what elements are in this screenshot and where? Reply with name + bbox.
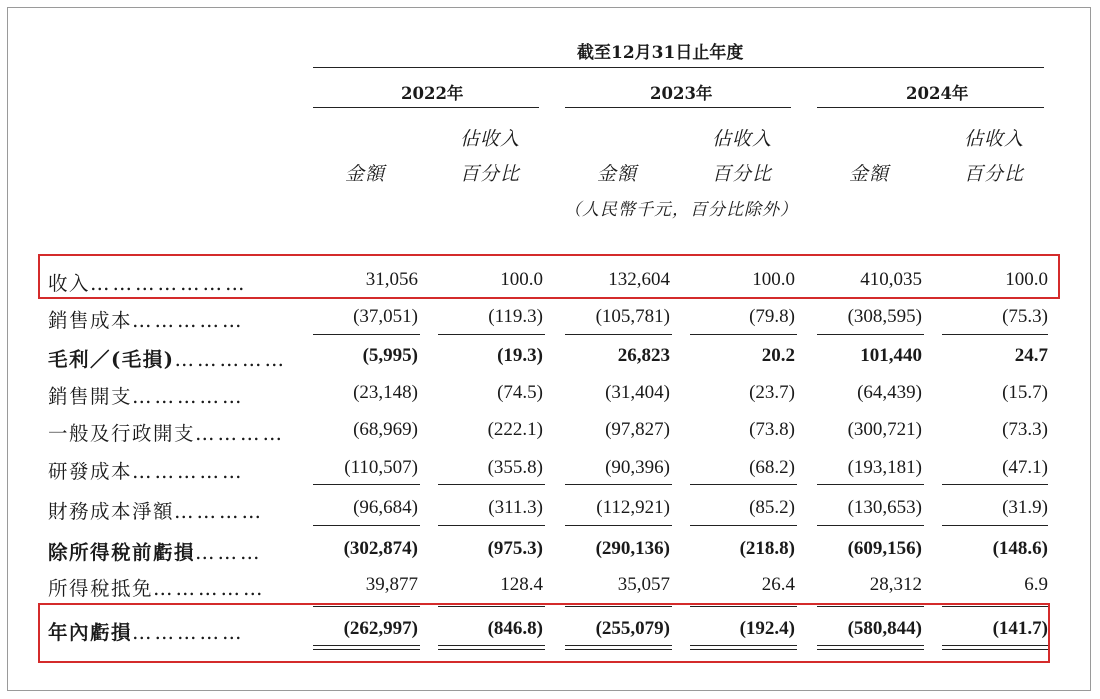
- cell-value: 410,035: [860, 269, 922, 290]
- column-rule: [438, 334, 545, 335]
- column-rule: [817, 484, 924, 485]
- pct-header-2022-line2: 百分比: [460, 163, 521, 185]
- cell-value: (110,507): [344, 457, 418, 478]
- cell-value: (141.7): [992, 618, 1048, 639]
- cell-value: (23.7): [749, 382, 795, 403]
- column-rule: [313, 334, 420, 335]
- year-2022: 2022年: [401, 84, 464, 103]
- cell-value: (68.2): [749, 457, 795, 478]
- cell-value: 6.9: [1024, 574, 1048, 595]
- cell-value: 31,056: [365, 269, 418, 290]
- cell-value: 28,312: [869, 574, 922, 595]
- cell-value: (355.8): [487, 457, 543, 478]
- row-label: [48, 418, 285, 446]
- pct-header-2023-line2: 百分比: [712, 163, 773, 185]
- cell-value: (308,595): [847, 306, 922, 327]
- cell-value: (193,181): [847, 457, 922, 478]
- amount-header-2023: 金額: [597, 163, 638, 185]
- row-label-text: 毛利／(毛損): [48, 348, 175, 371]
- cell-value: 20.2: [761, 345, 795, 366]
- cell-value: 100.0: [500, 269, 543, 290]
- column-rule: [817, 334, 924, 335]
- unit-note: （人民幣千元，百分比除外）: [564, 200, 798, 220]
- row-label-text: 年內虧損: [48, 621, 133, 644]
- cell-value: 132,604: [608, 269, 670, 290]
- cell-value: (23,148): [353, 382, 418, 403]
- cell-value: (262,997): [343, 618, 418, 639]
- row-leader-dots: …………: [174, 500, 265, 523]
- cell-value: (255,079): [595, 618, 670, 639]
- cell-value: (47.1): [1002, 457, 1048, 478]
- cell-value: (290,136): [595, 538, 670, 559]
- column-rule: [438, 525, 545, 526]
- highlight-revenue-box: [38, 254, 1060, 299]
- cell-value: 100.0: [752, 269, 795, 290]
- row-label: [48, 573, 266, 601]
- pct-header-2024-line1: 佔收入: [964, 128, 1025, 150]
- cell-value: (74.5): [497, 382, 543, 403]
- highlight-loss-box: [38, 603, 1050, 663]
- cell-value: (302,874): [343, 538, 418, 559]
- column-rule: [817, 525, 924, 526]
- year-underline-2022: [313, 107, 539, 108]
- cell-value: (192.4): [739, 618, 795, 639]
- row-label-text: 銷售開支: [48, 385, 133, 408]
- row-label-text: 所得稅抵免: [48, 577, 154, 600]
- row-leader-dots: …………………: [90, 272, 248, 295]
- column-rule: [942, 525, 1048, 526]
- column-rule: [565, 484, 672, 485]
- cell-value: (75.3): [1002, 306, 1048, 327]
- column-rule: [313, 484, 420, 485]
- cell-value: (580,844): [847, 618, 922, 639]
- cell-value: (112,921): [596, 497, 670, 518]
- row-leader-dots: ………: [195, 541, 263, 564]
- cell-value: (222.1): [487, 419, 543, 440]
- year-underline-2023: [565, 107, 791, 108]
- row-label-text: 研發成本: [48, 460, 133, 483]
- cell-value: 39,877: [365, 574, 418, 595]
- cell-value: 35,057: [617, 574, 670, 595]
- period-underline: [313, 67, 1044, 68]
- row-leader-dots: ……………: [153, 577, 266, 600]
- column-rule: [313, 525, 420, 526]
- cell-value: (97,827): [605, 419, 670, 440]
- row-label: [48, 381, 245, 409]
- column-rule: [942, 484, 1048, 485]
- amount-header-2022: 金額: [345, 163, 386, 185]
- column-rule: [690, 484, 797, 485]
- period-header: 截至12月31日止年度: [577, 43, 744, 63]
- column-rule: [690, 334, 797, 335]
- cell-value: (31.9): [1002, 497, 1048, 518]
- year-2023: 2023年: [650, 84, 713, 103]
- cell-value: (31,404): [605, 382, 670, 403]
- row-label-text: 收入: [48, 272, 91, 295]
- cell-value: (15.7): [1002, 382, 1048, 403]
- cell-value: 26,823: [617, 345, 670, 366]
- row-leader-dots: ……………: [132, 385, 245, 408]
- row-label-text: 銷售成本: [48, 309, 133, 332]
- cell-value: (73.3): [1002, 419, 1048, 440]
- row-label: [48, 496, 264, 524]
- cell-value: (119.3): [488, 306, 543, 327]
- row-leader-dots: …………: [195, 422, 286, 445]
- cell-value: (64,439): [857, 382, 922, 403]
- cell-value: (130,653): [847, 497, 922, 518]
- cell-value: (19.3): [497, 345, 543, 366]
- cell-value: 101,440: [860, 345, 922, 366]
- row-label: [48, 537, 263, 565]
- cell-value: (85.2): [749, 497, 795, 518]
- cell-value: 100.0: [1005, 269, 1048, 290]
- row-leader-dots: ……………: [132, 460, 245, 483]
- column-rule: [438, 484, 545, 485]
- row-label-text: 一般及行政開支: [48, 422, 196, 445]
- cell-value: (73.8): [749, 419, 795, 440]
- cell-value: (5,995): [362, 345, 418, 366]
- cell-value: (148.6): [992, 538, 1048, 559]
- row-label: [48, 344, 287, 372]
- cell-value: (68,969): [353, 419, 418, 440]
- row-label-text: 除所得稅前虧損: [48, 541, 196, 564]
- column-rule: [942, 334, 1048, 335]
- cell-value: (90,396): [605, 457, 670, 478]
- pct-header-2022-line1: 佔收入: [460, 128, 521, 150]
- column-rule: [690, 525, 797, 526]
- cell-value: (846.8): [487, 618, 543, 639]
- row-leader-dots: ……………: [174, 348, 287, 371]
- cell-value: (609,156): [847, 538, 922, 559]
- row-leader-dots: ……………: [132, 621, 245, 644]
- cell-value: (79.8): [749, 306, 795, 327]
- cell-value: (311.3): [488, 497, 543, 518]
- cell-value: 26.4: [761, 574, 795, 595]
- cell-value: (37,051): [353, 306, 418, 327]
- year-underline-2024: [817, 107, 1044, 108]
- cell-value: 128.4: [500, 574, 543, 595]
- pct-header-2024-line2: 百分比: [964, 163, 1025, 185]
- column-rule: [565, 525, 672, 526]
- column-rule: [565, 334, 672, 335]
- amount-header-2024: 金額: [849, 163, 890, 185]
- cell-value: (105,781): [595, 306, 670, 327]
- cell-value: (218.8): [739, 538, 795, 559]
- pct-header-2023-line1: 佔收入: [712, 128, 773, 150]
- row-label: [48, 305, 245, 333]
- row-label: [48, 456, 245, 484]
- cell-value: (96,684): [353, 497, 418, 518]
- year-2024: 2024年: [906, 84, 969, 103]
- row-label-text: 財務成本淨額: [48, 500, 175, 523]
- cell-value: (300,721): [847, 419, 922, 440]
- row-leader-dots: ……………: [132, 309, 245, 332]
- cell-value: 24.7: [1014, 345, 1048, 366]
- cell-value: (975.3): [487, 538, 543, 559]
